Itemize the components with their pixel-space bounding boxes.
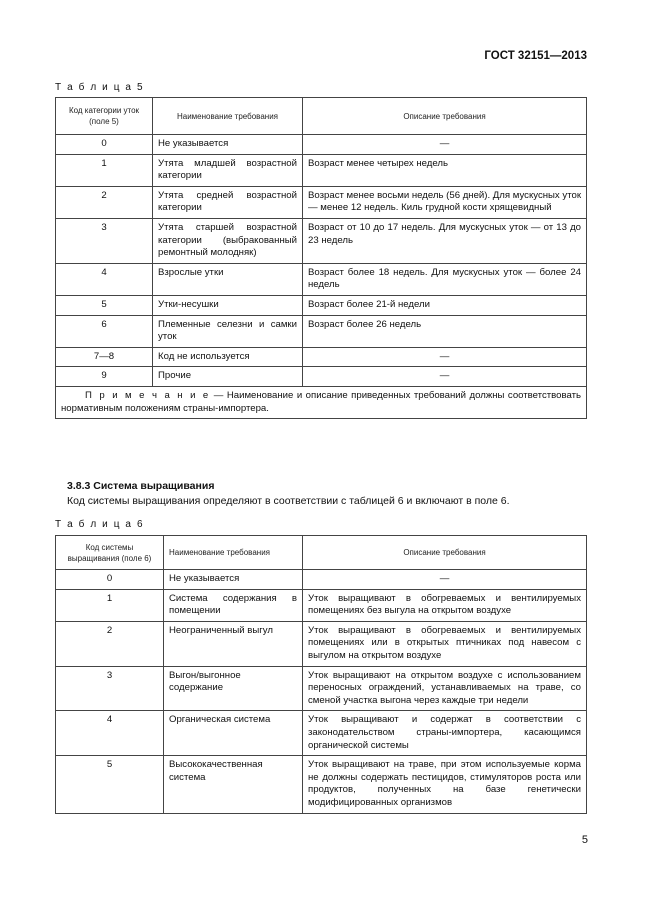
table-row <box>56 218 587 263</box>
table-row <box>56 367 587 387</box>
table-row <box>56 186 587 218</box>
table-5 <box>55 97 587 419</box>
table-row <box>56 756 587 813</box>
page-number: 5 <box>581 834 588 846</box>
table5-cell-name: Утята младшей возрастной категории <box>153 154 303 186</box>
table6-header-code: Код системы выращивания (поле 6) <box>56 536 164 570</box>
table5-cell-name: Утята средней возрастной категории <box>153 186 303 218</box>
table6-cell-name: Высококачественная система <box>164 756 303 813</box>
table-row <box>56 666 587 711</box>
table5-cell-name: Утки-несушки <box>153 295 303 315</box>
table5-cell-code: 2 <box>56 186 153 218</box>
table6-cell-name: Не указывается <box>164 570 303 590</box>
table-row <box>56 295 587 315</box>
table5-cell-code: 9 <box>56 367 153 387</box>
table6-cell-name: Система содержания в помещении <box>164 589 303 621</box>
table5-cell-code: 3 <box>56 218 153 263</box>
table5-header-name: Наименование требования <box>153 98 303 135</box>
document-standard-header: ГОСТ 32151—2013 <box>484 50 587 62</box>
table5-header-code: Код категории уток (поле 5) <box>56 98 153 135</box>
table-row <box>56 711 587 756</box>
table-6 <box>55 535 587 814</box>
table6-cell-desc: Уток выращивают на траве, при этом используемые корма не должны содержать пестицидов, стимуляторов роста или продуктов, полученных на базе генетически модифицированных организмов <box>303 756 587 813</box>
table6-cell-desc: Уток выращивают в обогреваемых и вентилируемых помещениях без выгула на открытом воздухе <box>303 589 587 621</box>
table5-cell-code: 1 <box>56 154 153 186</box>
table6-cell-code: 5 <box>56 756 164 813</box>
section-text: Код системы выращивания определяют в соответствии с таблицей 6 и включают в поле 6. <box>67 495 510 507</box>
table5-cell-desc: — <box>303 135 587 155</box>
table6-cell-desc: — <box>303 570 587 590</box>
table-row <box>56 154 587 186</box>
table5-cell-desc: Возраст менее четырех недель <box>303 154 587 186</box>
table-row <box>56 347 587 367</box>
table6-caption: Т а б л и ц а 6 <box>55 519 145 530</box>
table-row <box>56 135 587 155</box>
table5-cell-desc: Возраст более 18 недель. Для мускусных уток — более 24 недель <box>303 263 587 295</box>
section-title: 3.8.3 Система выращивания <box>67 480 215 492</box>
table5-cell-name: Племенные селезни и самки уток <box>153 315 303 347</box>
table6-cell-name: Выгон/выгонное содержание <box>164 666 303 711</box>
table-row <box>56 589 587 621</box>
table6-cell-name: Органическая система <box>164 711 303 756</box>
table6-cell-desc: Уток выращивают в обогреваемых и вентилируемых помещениях или в открытых птичниках под навесом с выгулом на открытом воздухе <box>303 621 587 666</box>
table5-cell-code: 4 <box>56 263 153 295</box>
table5-cell-desc: — <box>303 347 587 367</box>
table5-cell-desc: Возраст более 26 недель <box>303 315 587 347</box>
table6-cell-name: Неограниченный выгул <box>164 621 303 666</box>
table6-cell-desc: Уток выращивают на открытом воздухе с использованием переносных ограждений, устанавливаемых на траве, со сменой участка выгона через каждые три недели <box>303 666 587 711</box>
table6-cell-code: 4 <box>56 711 164 756</box>
table6-cell-code: 1 <box>56 589 164 621</box>
table5-cell-desc: Возраст менее восьми недель (56 дней). Для мускусных уток — менее 12 недель. Киль грудной кости хрящевидный <box>303 186 587 218</box>
table5-caption: Т а б л и ц а 5 <box>55 82 145 93</box>
table5-cell-code: 6 <box>56 315 153 347</box>
section-383 <box>67 480 510 507</box>
table-row <box>56 570 587 590</box>
table5-cell-desc: — <box>303 367 587 387</box>
table5-cell-name: Взрослые утки <box>153 263 303 295</box>
table5-cell-code: 0 <box>56 135 153 155</box>
table5-cell-name: Утята старшей возрастной категории (выбракованный ремонтный молодняк) <box>153 218 303 263</box>
table5-cell-code: 7—8 <box>56 347 153 367</box>
table6-cell-code: 3 <box>56 666 164 711</box>
table6-header-name: Наименование требования <box>164 536 303 570</box>
table5-cell-code: 5 <box>56 295 153 315</box>
table5-note-text: — Наименование и описание приведенных требований должны соответствовать нормативным положениям страны-импортера. <box>61 389 581 414</box>
table6-cell-desc: Уток выращивают и содержат в соответствии с законодательством страны-импортера, касающимся органической системы <box>303 711 587 756</box>
table6-header-desc: Описание требования <box>303 536 587 570</box>
table6-cell-code: 2 <box>56 621 164 666</box>
table5-cell-name: Код не используется <box>153 347 303 367</box>
table5-cell-name: Не указывается <box>153 135 303 155</box>
table-row <box>56 263 587 295</box>
table5-cell-desc: Возраст более 21-й недели <box>303 295 587 315</box>
table5-cell-name: Прочие <box>153 367 303 387</box>
table-row <box>56 621 587 666</box>
table5-note <box>56 386 587 418</box>
table5-header-desc: Описание требования <box>303 98 587 135</box>
table-row <box>56 315 587 347</box>
table5-cell-desc: Возраст от 10 до 17 недель. Для мускусных уток — от 13 до 23 недель <box>303 218 587 263</box>
table6-cell-code: 0 <box>56 570 164 590</box>
table5-note-title: П р и м е ч а н и е <box>85 389 211 401</box>
